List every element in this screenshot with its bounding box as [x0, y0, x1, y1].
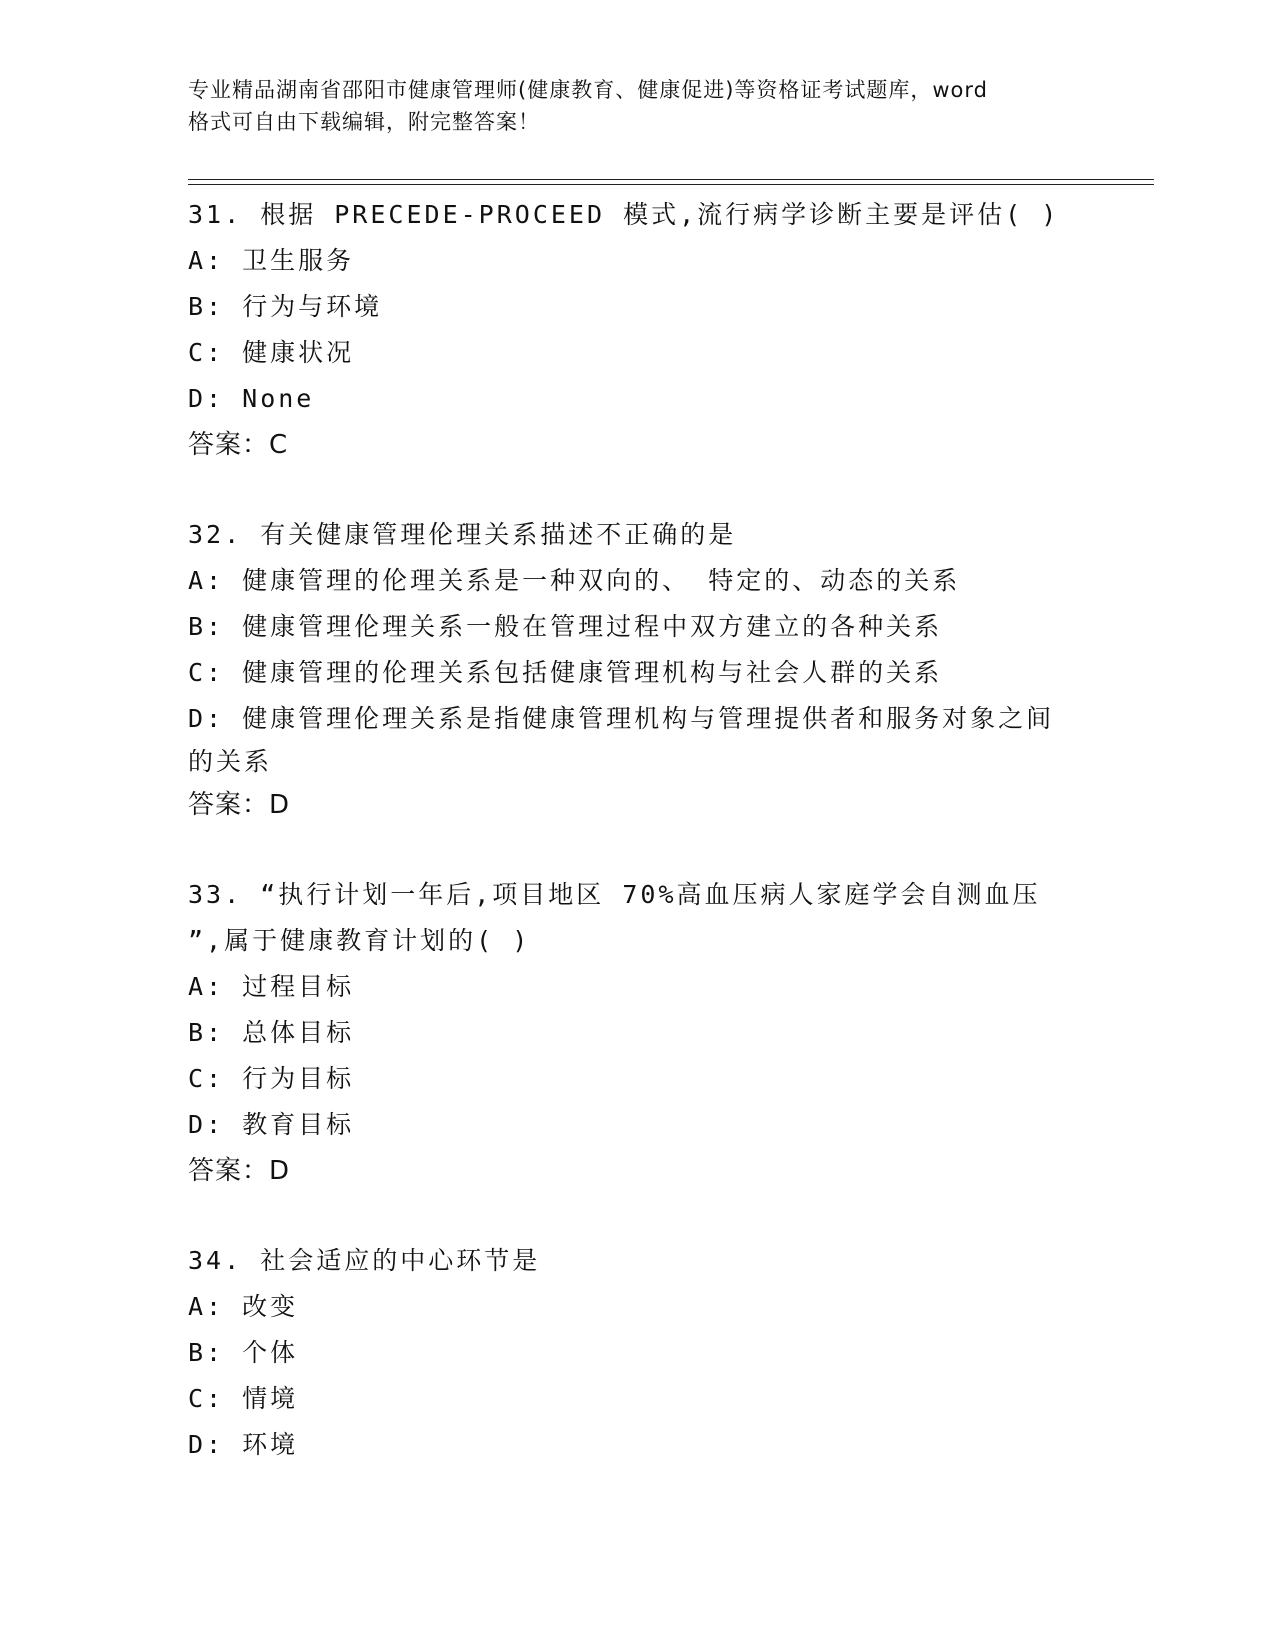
answer-label: 答案：D: [188, 1156, 291, 1186]
question-list: [188, 192, 1088, 1468]
option-b: B: 健康管理伦理关系一般在管理过程中双方建立的各种关系: [188, 612, 943, 641]
answer-label: 答案：C: [188, 430, 289, 460]
question-stem: 31. 根据 PRECEDE-PROCEED 模式,流行病学诊断主要是评估( ): [188, 200, 1060, 229]
option-a: A: 健康管理的伦理关系是一种双向的、 特定的、动态的关系: [188, 566, 961, 595]
option-c: C: 行为目标: [188, 1064, 355, 1093]
question-32: [188, 512, 1088, 828]
header-line-2: 格式可自由下载编辑，附完整答案！: [188, 110, 540, 134]
option-c: C: 健康状况: [188, 338, 355, 367]
answer-label: 答案：D: [188, 790, 291, 820]
option-d: D: 健康管理伦理关系是指健康管理机构与管理提供者和服务对象之间: [188, 704, 1055, 733]
option-a: A: 卫生服务: [188, 246, 355, 275]
option-c: C: 情境: [188, 1384, 299, 1413]
option-d: D: 教育目标: [188, 1110, 355, 1139]
question-34: [188, 1238, 1088, 1468]
question-33: [188, 872, 1088, 1194]
document-header: [188, 74, 1088, 138]
option-a: A: 改变: [188, 1292, 299, 1321]
question-stem: 34. 社会适应的中心环节是: [188, 1246, 541, 1275]
option-b: B: 个体: [188, 1338, 299, 1367]
question-spacer: [188, 1194, 1088, 1238]
option-d: D: 环境: [188, 1430, 299, 1459]
option-d-continued: 的关系: [188, 747, 273, 776]
question-stem: 32. 有关健康管理伦理关系描述不正确的是: [188, 520, 737, 549]
option-c: C: 健康管理的伦理关系包括健康管理机构与社会人群的关系: [188, 658, 943, 687]
question-spacer: [188, 468, 1088, 512]
option-a: A: 过程目标: [188, 972, 355, 1001]
header-divider-top: [188, 179, 1154, 180]
question-stem-continued: ”,属于健康教育计划的( ): [188, 926, 531, 955]
option-b: B: 总体目标: [188, 1018, 355, 1047]
question-stem: 33. “执行计划一年后,项目地区 70%高血压病人家庭学会自测血压: [188, 880, 1041, 909]
option-d: D: None: [188, 384, 315, 413]
question-spacer: [188, 828, 1088, 872]
header-line-1: 专业精品湖南省邵阳市健康管理师(健康教育、健康促进)等资格证考试题库，word: [188, 78, 989, 102]
option-b: B: 行为与环境: [188, 292, 383, 321]
question-31: [188, 192, 1088, 468]
header-divider-bottom: [188, 184, 1154, 185]
